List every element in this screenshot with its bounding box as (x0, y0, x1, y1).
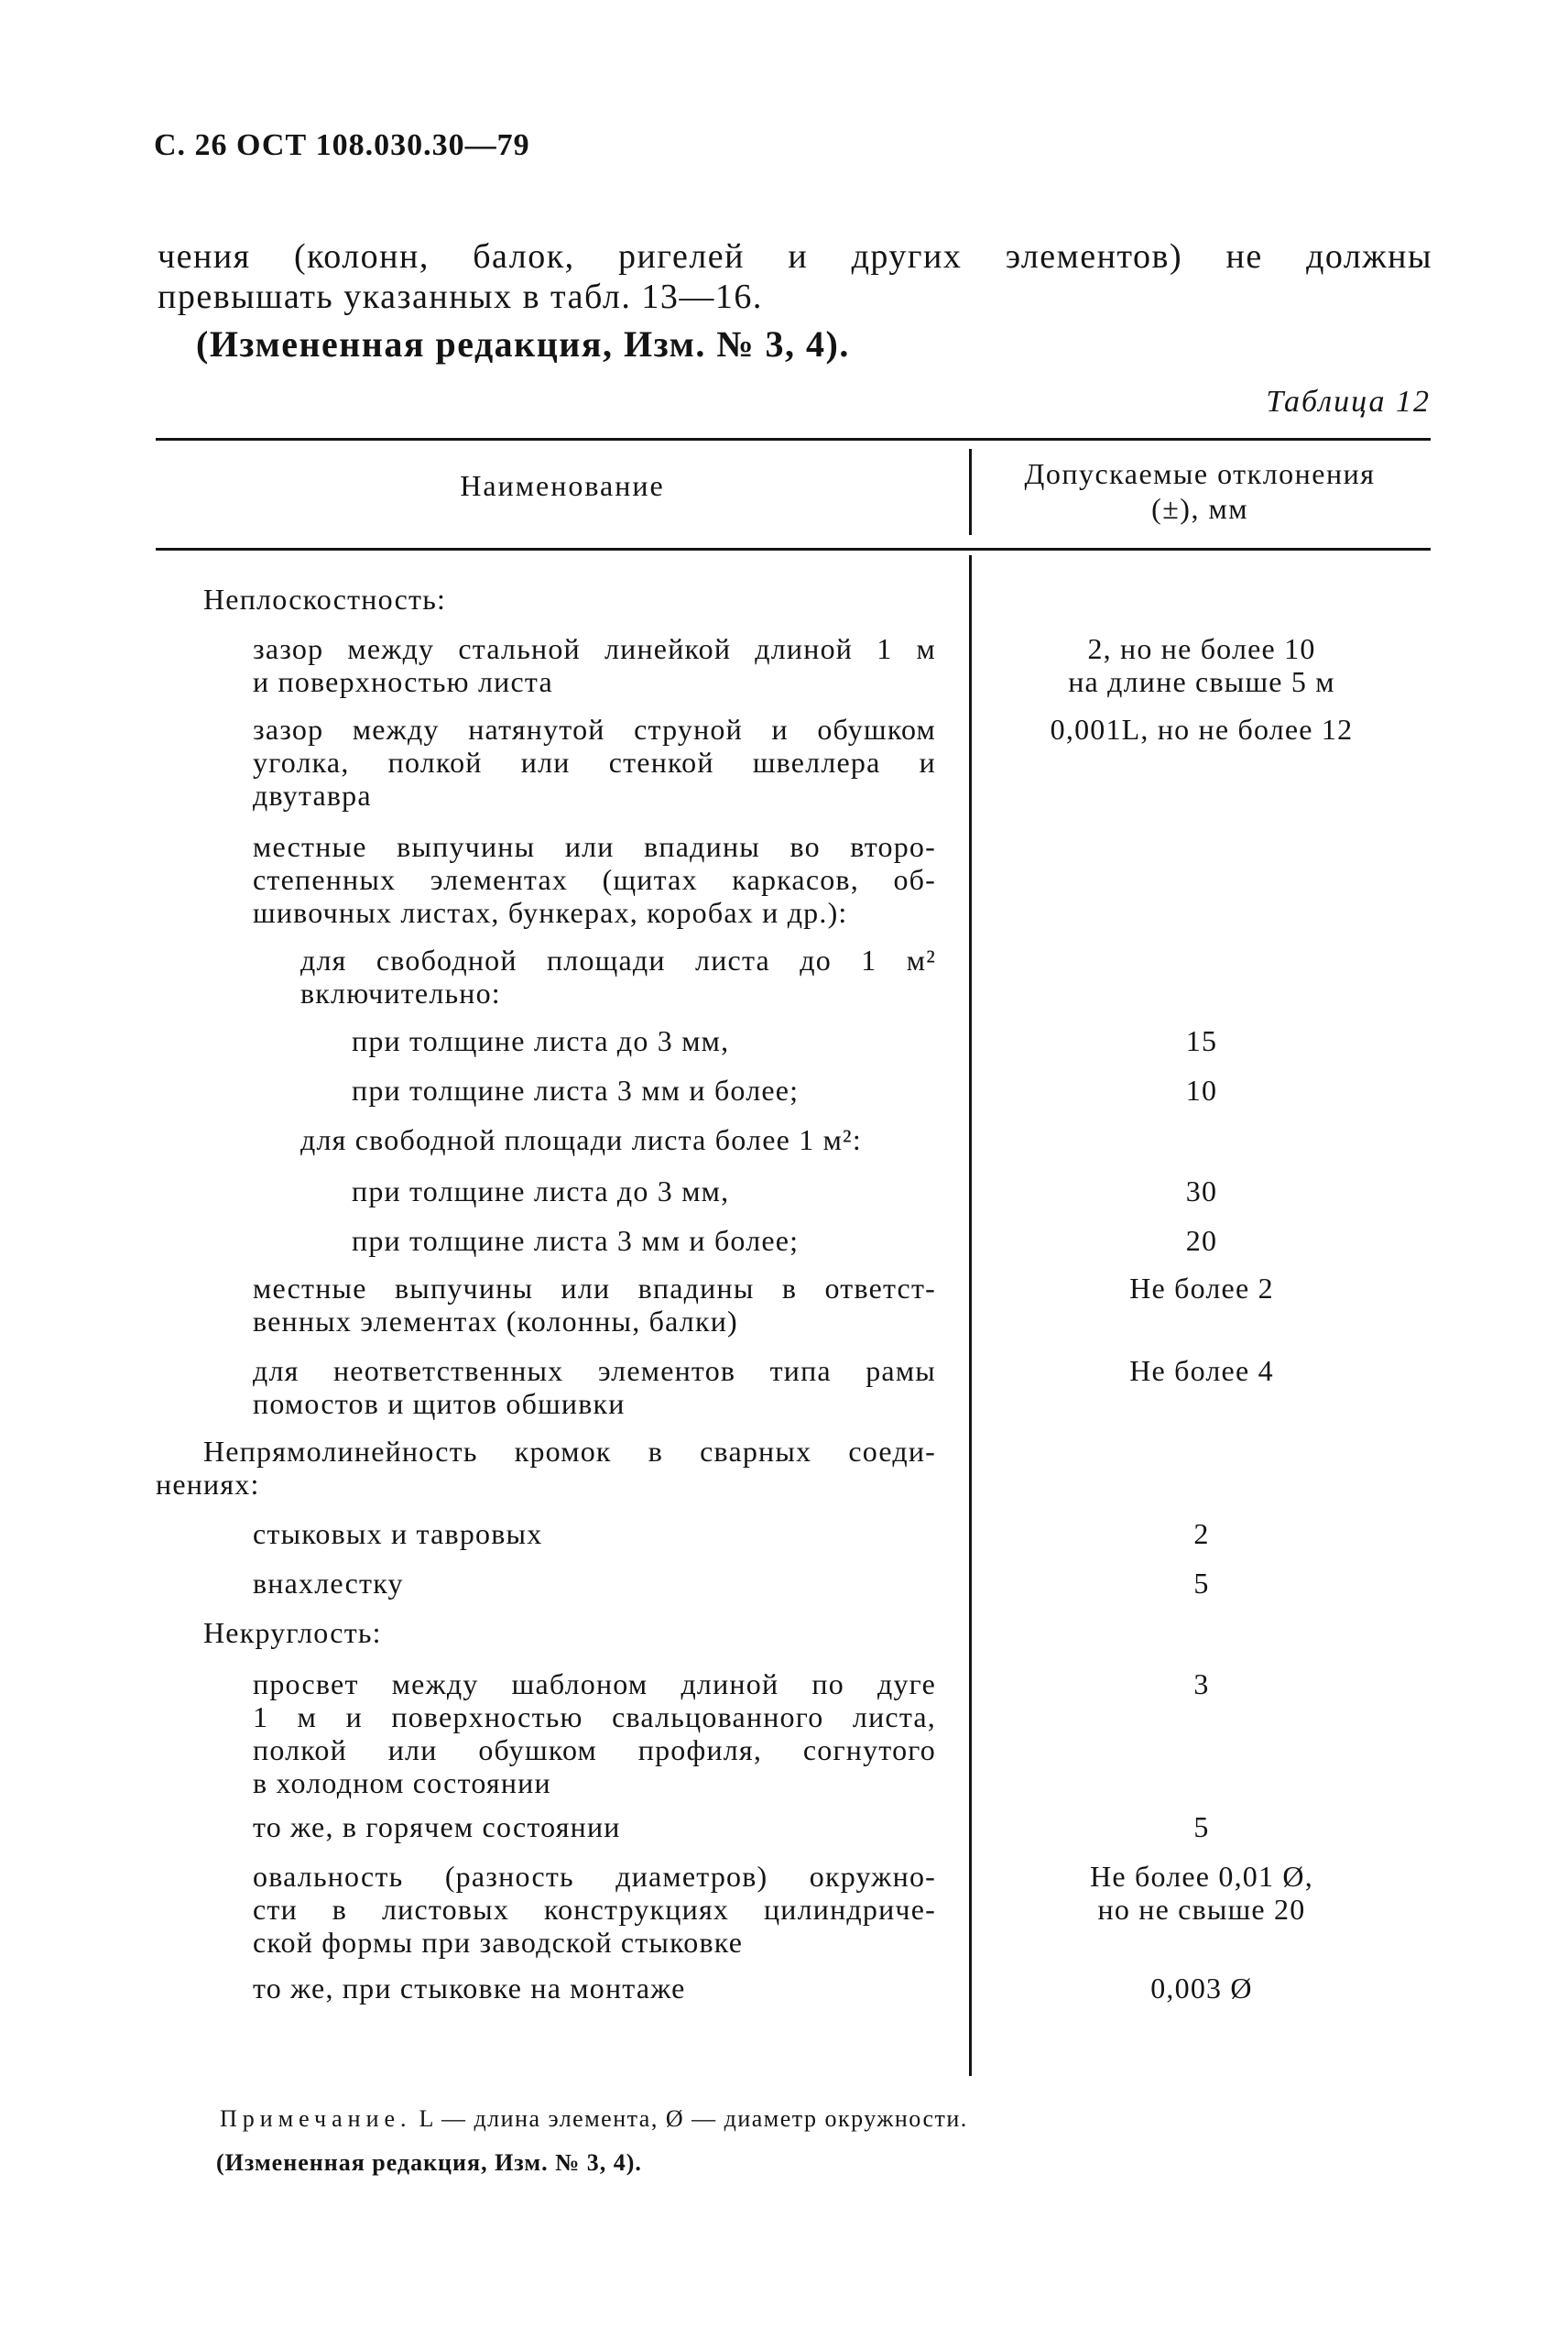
row-value (975, 632, 1429, 698)
row-name-line: ской формы при заводской стыковке (253, 1926, 744, 1959)
row-name-line: просвет между шаблоном длиной по дуге (253, 1667, 936, 1700)
row-value (975, 1567, 1429, 1600)
row-value (975, 713, 1429, 746)
row-name (253, 1860, 936, 1959)
row-name (352, 1224, 938, 1257)
row-value (975, 1517, 1429, 1550)
row-name (253, 1667, 936, 1799)
column-header-name: Наименование (460, 469, 665, 502)
note-amendment: (Измененная редакция, Изм. № 3, 4). (216, 2149, 642, 2176)
row-name (253, 830, 936, 929)
row-value-line: 30 (1185, 1174, 1218, 1207)
row-name-line: местные выпучины или впадины во второ- (253, 830, 936, 863)
row-value (975, 1224, 1429, 1257)
row-name-line: при толщине листа до 3 мм, (352, 1174, 730, 1207)
row-name-line: для свободной площади листа до 1 м² (300, 944, 936, 977)
row-value (975, 1174, 1429, 1207)
row-name-line: для неответственных элементов типа рамы (253, 1354, 936, 1387)
row-name (253, 1272, 936, 1338)
row-name (253, 632, 936, 698)
row-name-line: то же, при стыковке на монтаже (253, 1972, 686, 2005)
row-name (253, 1810, 936, 1843)
row-value-line: 15 (1185, 1024, 1218, 1057)
column-header-value-line2: (±), мм (1151, 492, 1248, 525)
row-name-line: при толщине листа 3 мм и более; (352, 1074, 800, 1107)
row-name-line: уголка, полкой или стенкой швеллера и (253, 746, 936, 779)
row-name-line: зазор между натянутой струной и обушком (253, 713, 936, 746)
row-value-line: 20 (1185, 1224, 1218, 1257)
row-name (300, 1123, 942, 1156)
row-name (156, 1435, 936, 1501)
table-note (220, 2105, 968, 2133)
row-value-line: Не более 0,01 Ø, (1090, 1860, 1313, 1893)
row-name-line: стыковых и тавровых (253, 1517, 543, 1550)
row-name-line: помостов и щитов обшивки (253, 1387, 626, 1420)
row-value (975, 1024, 1429, 1057)
row-name-line: в холодном состоянии (253, 1766, 551, 1799)
row-name-line: внахлестку (253, 1567, 404, 1600)
row-value-line: Не более 2 (1129, 1272, 1274, 1305)
note-label: Примечание. (220, 2105, 412, 2132)
row-name (352, 1024, 938, 1057)
row-name (253, 1517, 936, 1550)
row-name-line: Неплоскостность: (203, 583, 447, 616)
row-value-line: 2, но не более 10 (1087, 632, 1316, 665)
row-name (203, 583, 936, 616)
row-name-line: местные выпучины или впадины в ответст- (253, 1272, 936, 1305)
row-name-line: степенных элементах (щитах каркасов, об- (253, 863, 936, 896)
row-name-line: при толщине листа 3 мм и более; (352, 1224, 800, 1257)
row-name-line: полкой или обушком профиля, согнутого (253, 1733, 936, 1766)
row-name-line: то же, в горячем состоянии (253, 1810, 621, 1843)
table-header-rule (156, 548, 1431, 551)
row-value (975, 1354, 1429, 1387)
table-top-rule (156, 438, 1431, 441)
row-name-line: двутавра (253, 779, 372, 812)
row-name (203, 1616, 936, 1649)
row-name-line: и поверхностью листа (253, 665, 553, 698)
row-value-line: 5 (1193, 1567, 1210, 1600)
row-value (975, 1074, 1429, 1107)
row-name-line: нениях: (156, 1468, 260, 1501)
intro-amendment: (Измененная редакция, Изм. № 3, 4). (196, 323, 850, 365)
row-value-line: но не свыше 20 (1097, 1893, 1306, 1926)
row-value (975, 1810, 1429, 1843)
row-value-line: Не более 4 (1129, 1354, 1274, 1387)
row-value-line: 0,001L, но не более 12 (1050, 713, 1354, 746)
row-name (352, 1174, 938, 1207)
row-value-line: 3 (1193, 1667, 1210, 1700)
row-value-line: 5 (1193, 1810, 1210, 1843)
row-name (253, 1972, 936, 2005)
row-name (352, 1074, 938, 1107)
row-name-line: включительно: (300, 977, 501, 1010)
row-name-line: овальность (разность диаметров) окружно- (253, 1860, 936, 1893)
row-name-line: при толщине листа до 3 мм, (352, 1024, 730, 1057)
page-header: С. 26 ОСТ 108.030.30—79 (154, 128, 530, 162)
row-value (975, 1272, 1429, 1305)
row-name (253, 1567, 936, 1600)
intro-paragraph (158, 236, 1432, 365)
row-name-line: для свободной площади листа более 1 м²: (300, 1123, 862, 1156)
row-name (253, 1354, 936, 1420)
intro-line-1: чения (колонн, балок, ригелей и других элементов) не должны (158, 237, 1432, 276)
row-name-line: зазор между стальной линейкой длиной 1 м (253, 632, 936, 665)
row-name-line: 1 м и поверхностью свальцованного листа, (253, 1700, 936, 1733)
column-header-value (971, 456, 1429, 526)
note-text: L — длина элемента, Ø — диаметр окружности. (419, 2105, 968, 2132)
row-value (975, 1972, 1429, 2005)
table-body-divider (969, 555, 972, 2076)
row-value-line: 0,003 Ø (1150, 1972, 1253, 2005)
row-name (253, 713, 936, 812)
row-value-line: 2 (1193, 1517, 1210, 1550)
row-name-line: Непрямолинейность кромок в сварных соеди- (203, 1435, 936, 1468)
row-value (975, 1860, 1429, 1926)
row-value-line: 10 (1185, 1074, 1218, 1107)
row-value (975, 1667, 1429, 1700)
row-name-line: шивочных листах, бункерах, коробах и др.): (253, 896, 848, 929)
table-caption: Таблица 12 (1266, 385, 1431, 419)
intro-line-2: превышать указанных в табл. 13—16. (158, 278, 763, 316)
row-value-line: на длине свыше 5 м (1068, 665, 1335, 698)
row-name (300, 944, 936, 1010)
row-name-line: венных элементах (колонны, балки) (253, 1305, 738, 1338)
column-header-value-line1: Допускаемые отклонения (1024, 457, 1376, 490)
row-name-line: сти в листовых конструкциях цилиндриче- (253, 1893, 936, 1926)
row-name-line: Некруглость: (203, 1616, 382, 1649)
